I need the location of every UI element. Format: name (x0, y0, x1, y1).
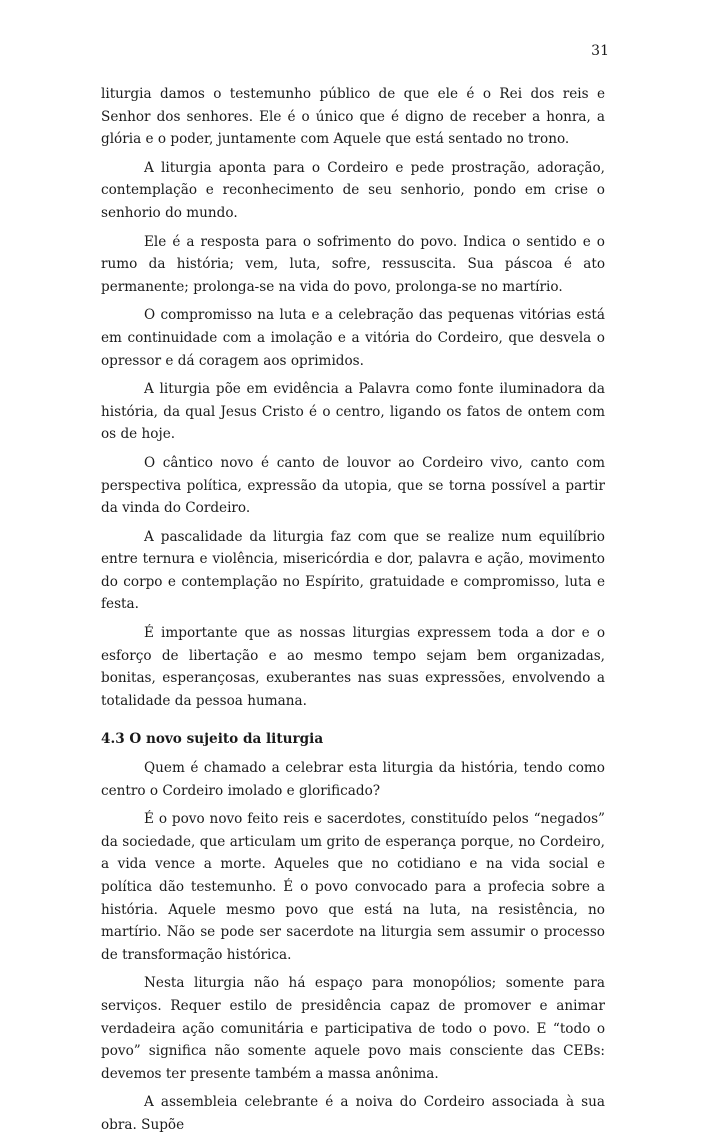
page-number: 31 (591, 43, 609, 59)
paragraph-continues: A assembleia celebrante é a noiva do Cordeiro associada à sua obra. Supõe (101, 1094, 605, 1133)
paragraph: A liturgia põe em evidência a Palavra como fonte iluminadora da história, da qual Jesus Cristo é o centro, ligando os fatos de ontem com os de hoje. (101, 381, 605, 443)
page-body (101, 83, 605, 1143)
paragraph: É importante que as nossas liturgias expressem toda a dor e o esforço de libertação e ao mesmo tempo sejam bem organizadas, bonitas, esperançosas, exuberantes nas suas expressões, envolvendo a totalidade da pessoa humana. (101, 625, 605, 709)
paragraph: O compromisso na luta e a celebração das pequenas vitórias está em continuidade com a imolação e a vitória do Cordeiro, que desvela o opressor e dá coragem aos oprimidos. (101, 307, 605, 369)
paragraph: O cântico novo é canto de louvor ao Cordeiro vivo, canto com perspectiva política, expressão da utopia, que se torna possível a partir da vinda do Cordeiro. (101, 454, 605, 517)
paragraph: A pascalidade da liturgia faz com que se realize num equilíbrio entre ternura e violência, misericórdia e dor, palavra e ação, movimento do corpo e contemplação no Espírito, gratuidade e compromisso, luta e festa. (101, 528, 605, 613)
paragraph-continued: liturgia damos o testemunho público de que ele é o Rei dos reis e Senhor dos senhores. Ele é o único que é digno de receber a honra, a glória e o poder, juntamente com Aquele que está sentado no trono. (101, 86, 605, 148)
section-heading: 4.3 O novo sujeito da liturgia (101, 731, 324, 748)
paragraph: Nesta liturgia não há espaço para monopólios; somente para serviços. Requer estilo de presidência capaz de promover e animar verdadeira ação comunitária e participativa de todo o povo. E “todo o povo” significa não somente aquele povo mais consciente das CEBs: devemos ter presente também a massa anônima. (101, 975, 605, 1082)
paragraph: Quem é chamado a celebrar esta liturgia da história, tendo como centro o Cordeiro imolado e glorificado? (101, 760, 605, 799)
paragraph: A liturgia aponta para o Cordeiro e pede prostração, adoração, contemplação e reconhecimento de seu senhorio, pondo em crise o senhorio do mundo. (101, 159, 605, 221)
paragraph: É o povo novo feito reis e sacerdotes, constituído pelos “negados” da sociedade, que articulam um grito de esperança porque, no Cordeiro, a vida vence a morte. Aqueles que no cotidiano e na vida social e política dão testemunho. É o povo convocado para a profecia sobre a história. Aquele mesmo povo que está na luta, na resistência, no martírio. Não se pode ser sacerdote na liturgia sem assumir o processo de transformação histórica. (101, 811, 605, 963)
paragraph: Ele é a resposta para o sofrimento do povo. Indica o sentido e o rumo da história; vem, luta, sofre, ressuscita. Sua páscoa é ato permanente; prolonga-se na vida do povo, prolonga-se no martírio. (101, 233, 605, 295)
